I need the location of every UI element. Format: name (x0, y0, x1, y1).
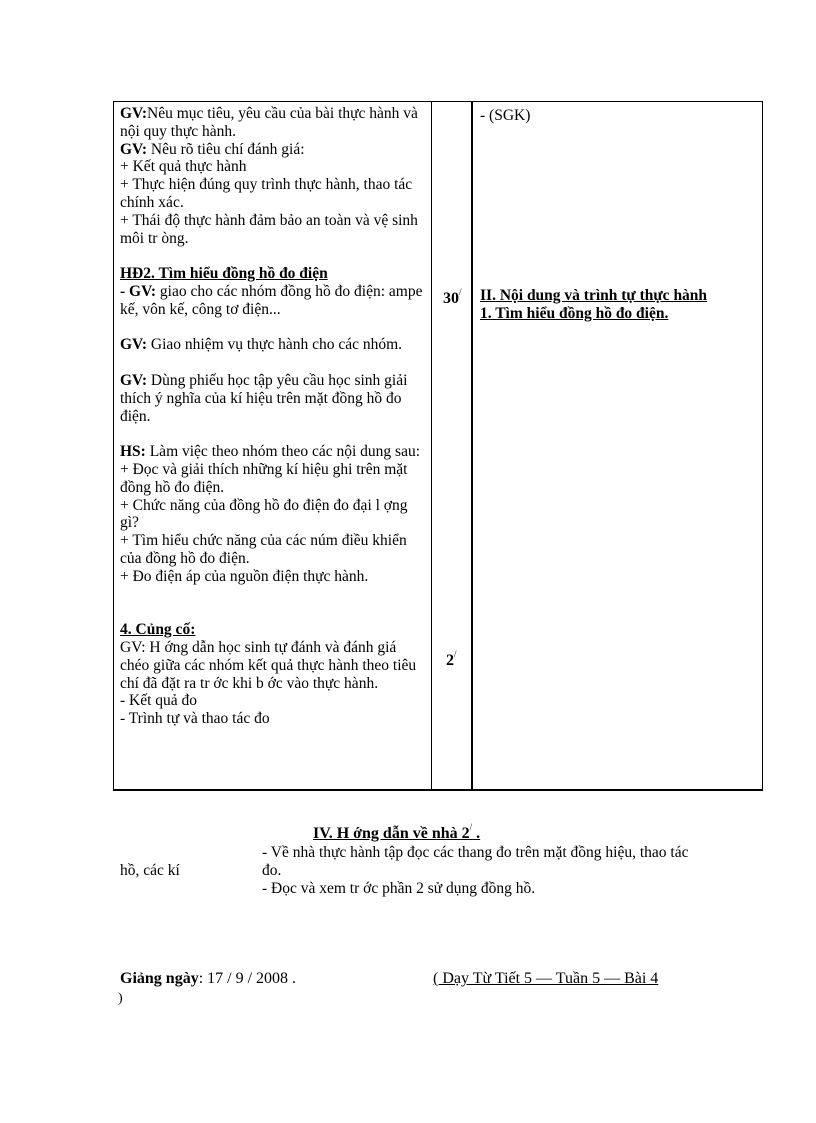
sgk-reference: - (SGK) (480, 107, 531, 124)
lesson-table (113, 101, 763, 791)
hs-item: + Chức năng của đồng hồ đo điện đo đại l ợng gì? (120, 496, 408, 532)
consolidation-item: - Kết quả đo (120, 692, 198, 710)
content-heading: II. Nội dung và trình tự thực hành 1. Tìm hiểu đồng hồ đo điện. (480, 287, 708, 322)
homework-item: - Về nhà thực hành tập đọc các thang đo trên mặt đồng hiệu, thao tác đo. (262, 844, 689, 879)
hd2-heading: HĐ2. Tìm hiểu đồng hồ đo điện (120, 265, 328, 283)
homework-title: IV. H ớng dẫn về nhà 2/ . (313, 822, 481, 842)
activities-column (120, 105, 426, 728)
lesson-reference: ( Dạy Từ Tiết 5 — Tuần 5 — Bài 4 (433, 970, 659, 987)
criteria-item: + Thực hiện đúng quy trình thực hành, thao tác chính xác. (120, 176, 413, 211)
gv-assign-tasks: GV: Giao nhiệm vụ thực hành cho các nhóm. (120, 336, 403, 354)
homework-fragment: hồ, các kí (120, 862, 180, 879)
time-2-minutes: 2/ (446, 649, 457, 669)
gv-criteria: GV: Nêu rõ tiêu chí đánh giá: (120, 140, 305, 158)
closing-paren: ) (118, 991, 123, 1006)
teaching-date: Giảng ngày: 17 / 9 / 2008 . (120, 970, 297, 987)
homework-item: - Đọc và xem tr ớc phần 2 sử dụng đồng hồ. (262, 880, 536, 897)
homework-list (262, 844, 692, 898)
criteria-item: + Thái độ thực hành đảm bảo an toàn và vệ sinh môi tr òng. (120, 211, 418, 247)
consolidation-text: GV: H ớng dẫn học sinh tự đánh và đánh giá chéo giữa các nhóm kết quả thực hành theo tiêu chí đã đặt ra tr ớc khi b ớc vào thực hành. (120, 638, 417, 692)
gv-worksheet: GV: Dùng phiếu học tập yêu cầu học sinh giải thích ý nghĩa của kí hiệu trên mặt đồng hồ đo điện. (120, 371, 408, 425)
column-divider-2 (471, 102, 473, 789)
criteria-item: + Kết quả thực hành (120, 158, 247, 176)
column-divider-1 (431, 102, 432, 789)
hs-item: + Tìm hiểu chức năng của các núm điều khiển của đồng hồ đo điện. (120, 532, 407, 567)
gv-assign-meters: - GV: giao cho các nhóm đồng hồ đo điện: ampe kế, vôn kế, công tơ điện... (120, 282, 423, 318)
hs-item: + Đo điện áp của nguồn điện thực hành. (120, 567, 369, 585)
consolidation-item: - Trình tự và thao tác đo (120, 710, 270, 728)
time-30-minutes: 30/ (443, 287, 462, 307)
gv-objectives: GV:Nêu mục tiêu, yêu cầu của bài thực hành và nội quy thực hành. (120, 105, 418, 140)
hs-groupwork: HS: Làm việc theo nhóm theo các nội dung sau: (120, 443, 421, 461)
consolidation-heading: 4. Củng cố: (120, 621, 196, 639)
hs-item: + Đọc và giải thích những kí hiệu ghi trên mặt đồng hồ đo điện. (120, 460, 408, 496)
